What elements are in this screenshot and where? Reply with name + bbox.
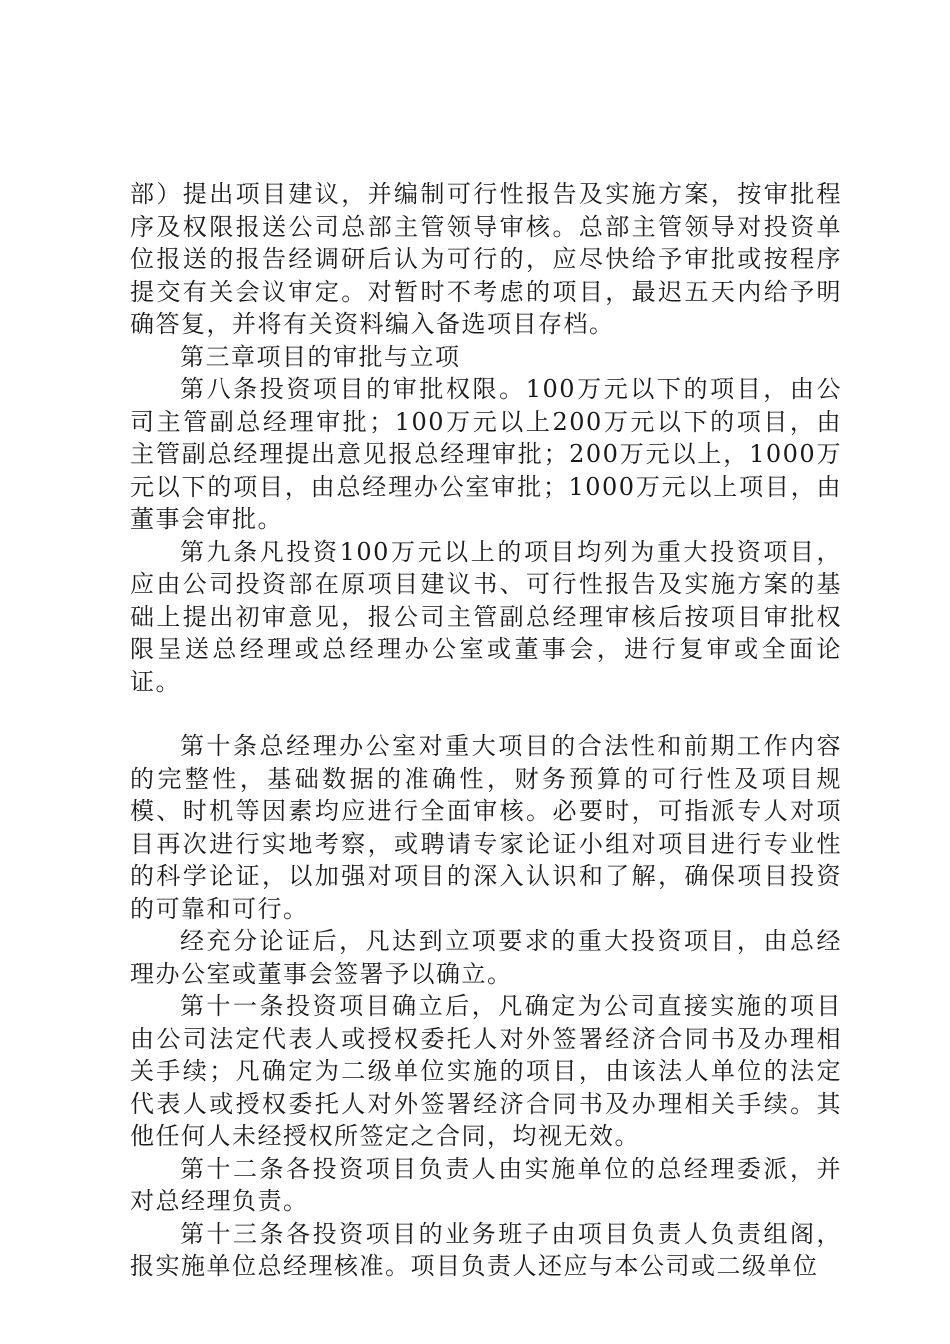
document-body: [130, 178, 842, 1283]
paragraph-continuation: 部）提出项目建议，并编制可行性报告及实施方案，按审批程序及权限报送公司总部主管领导审核。总部主管领导对投资单位报送的报告经调研后认为可行的，应尽快给予审批或按程序提交有关会议审定。对暂时不考虑的项目，最迟五天内给予明确答复，并将有关资料编入备选项目存档。: [130, 180, 842, 338]
paragraph-establishment: 经充分论证后，凡达到立项要求的重大投资项目，由总经理办公室或董事会签署予以确立。: [130, 927, 842, 988]
paragraph-article-10: 第十条总经理办公室对重大项目的合法性和前期工作内容的完整性，基础数据的准确性，财务预算的可行性及项目规模、时机等因素均应进行全面审核。必要时，可指派专人对项目再次进行实地考察，或聘请专家论证小组对项目进行专业性的科学论证，以加强对项目的深入认识和了解，确保项目投资的可靠和可行。: [130, 732, 842, 923]
chapter-heading: 第三章项目的审批与立项: [180, 342, 461, 371]
paragraph-article-9: 第九条凡投资100万元以上的项目均列为重大投资项目，应由公司投资部在原项目建议书、可行性报告及实施方案的基础上提出初审意见，报公司主管副总经理审核后按项目审批权限呈送总经理或总经理办公室或董事会，进行复审或全面论证。: [130, 537, 842, 696]
paragraph-article-8: 第八条投资项目的审批权限。100万元以下的项目，由公司主管副总经理审批；100万元以上200万元以下的项目，由主管副总经理提出意见报总经理审批；200万元以上，1000万元以下的项目，由总经理办公室审批；1000万元以上项目，由董事会审批。: [130, 375, 842, 533]
blank-line: [130, 698, 842, 730]
paragraph-article-11: 第十一条投资项目确立后，凡确定为公司直接实施的项目由公司法定代表人或授权委托人对外签署经济合同书及办理相关手续；凡确定为二级单位实施的项目，由该法人单位的法定代表人或授权委托人对外签署经济合同书及办理相关手续。其他任何人未经授权所签定之合同，均视无效。: [130, 992, 842, 1150]
paragraph-article-12: 第十二条各投资项目负责人由实施单位的总经理委派，并对总经理负责。: [130, 1154, 842, 1215]
paragraph-article-13: 第十三条各投资项目的业务班子由项目负责人负责组阁，报实施单位总经理核准。项目负责人还应与本公司或二级单位: [130, 1219, 842, 1280]
